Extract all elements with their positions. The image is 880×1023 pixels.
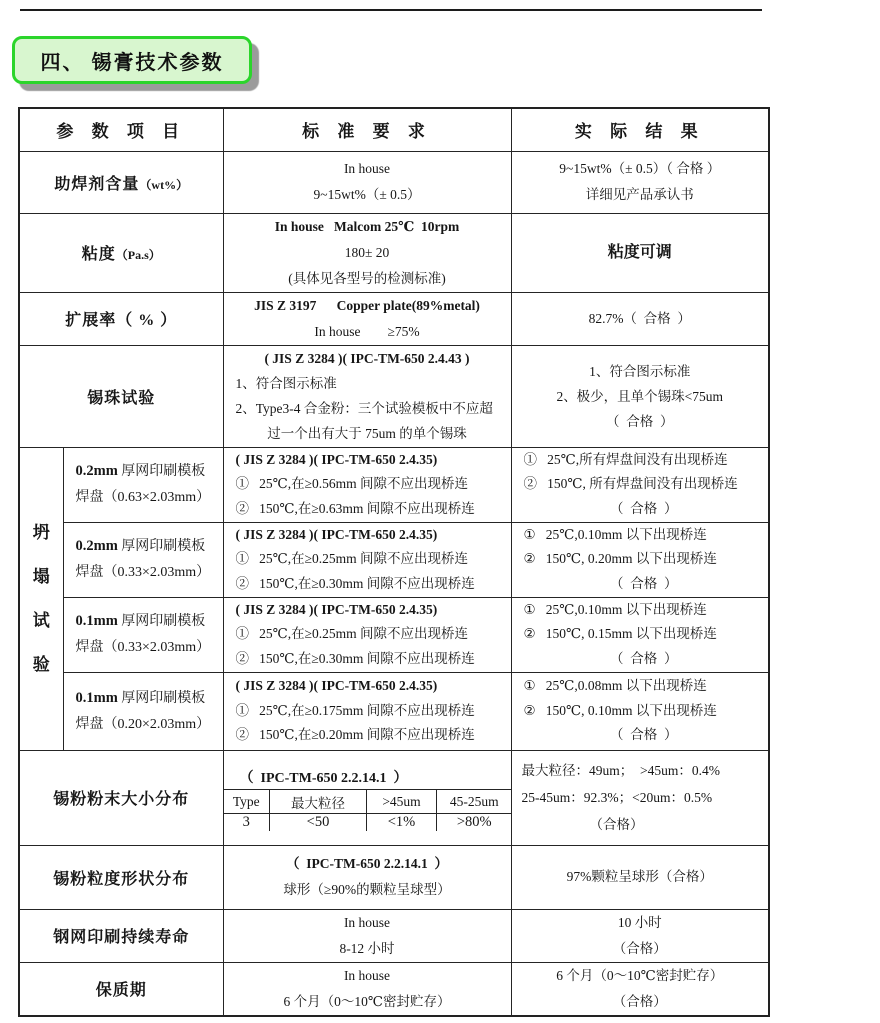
text-line: 球形（≥90%的颗粒呈球型） bbox=[283, 882, 451, 897]
text-line: 最大粒径：49um； >45um：0.4% bbox=[521, 763, 720, 778]
inner-standard-ref: （ IPC-TM-650 2.2.14.1 ） bbox=[224, 764, 512, 790]
cell-powder-size-result bbox=[511, 750, 769, 845]
text-line: （ 合格 ） bbox=[610, 500, 678, 516]
text-line: JIS Z 3197 Copper plate(89%metal) bbox=[254, 297, 480, 313]
vertical-char: 试 bbox=[32, 611, 50, 630]
viscosity-param-label: 粘度 bbox=[81, 246, 116, 263]
col-header-result: 实 际 结 果 bbox=[511, 108, 769, 151]
text-line: 厚网印刷模板 bbox=[117, 614, 206, 629]
text-line: In house Malcom 25℃ 10rpm bbox=[274, 218, 460, 234]
text-line: 180± 20 bbox=[344, 244, 390, 260]
text-line: （ 合格 ） bbox=[610, 727, 678, 743]
cell-slump-2-template bbox=[63, 522, 223, 597]
inner-val-gt45: <1% bbox=[367, 814, 437, 832]
cell-spread-result bbox=[511, 292, 769, 345]
text-line: （ IPC-TM-650 2.2.14.1 ） bbox=[286, 856, 448, 871]
table-header-row bbox=[19, 108, 769, 151]
row-shelf-life bbox=[19, 962, 769, 1016]
text-line: ( JIS Z 3284 )( IPC-TM-650 2.4.35) bbox=[235, 451, 438, 467]
text-line: ② 150℃, 0.20mm 以下出现桥连 bbox=[523, 551, 717, 567]
text-line: ① 25℃,0.08mm 以下出现桥连 bbox=[523, 678, 707, 694]
text-line: In house ≥75% bbox=[314, 323, 420, 339]
inner-val-max-size: <50 bbox=[270, 814, 367, 832]
text-line: 82.7%（ 合格 ） bbox=[588, 310, 691, 326]
text-line: 0.2mm bbox=[75, 463, 118, 479]
text-line: 0.1mm bbox=[75, 689, 118, 706]
text-line: ② 150℃, 0.10mm 以下出现桥连 bbox=[523, 702, 717, 718]
row-slump-test-4 bbox=[19, 672, 769, 750]
cell-slump-3-template bbox=[63, 597, 223, 672]
row-solder-ball-test bbox=[19, 345, 769, 447]
inner-val-type: 3 bbox=[224, 814, 270, 832]
cell-slump-vertical-label bbox=[19, 447, 63, 750]
text-line: 厚网印刷模板 bbox=[117, 464, 206, 479]
cell-shelf-life-param: 保质期 bbox=[19, 962, 223, 1016]
text-line: ① 25℃,在≥0.56mm 间隙不应出现桥连 bbox=[235, 476, 469, 492]
text-line: ① 25℃,在≥0.25mm 间隙不应出现桥连 bbox=[235, 551, 469, 567]
text-line: （合格） bbox=[612, 940, 667, 956]
cell-viscosity-result bbox=[511, 213, 769, 292]
text-line: ② 150℃, 所有焊盘间没有出现桥连 bbox=[523, 476, 738, 492]
text-line: 1、符合图示标准 bbox=[235, 376, 337, 391]
text-line: （ 合格 ） bbox=[606, 413, 674, 429]
flux-param-label: 助焊剂含量 bbox=[54, 175, 140, 193]
text-line: 9~15wt%（± 0.5） bbox=[313, 187, 421, 202]
text-line: 6 个月（0～10℃密封贮存） bbox=[556, 967, 724, 983]
cell-stencil-life-standard bbox=[223, 909, 511, 962]
text-line: ② 150℃,在≥0.63mm 间隙不应出现桥连 bbox=[235, 500, 475, 516]
text-line: ② 150℃,在≥0.30mm 间隙不应出现桥连 bbox=[235, 650, 475, 666]
inner-col-type: Type bbox=[224, 790, 270, 814]
text-line: 焊盘（0.33×2.03mm） bbox=[75, 565, 211, 580]
text-line: 焊盘（0.63×2.03mm） bbox=[75, 490, 211, 505]
cell-slump-3-result bbox=[511, 597, 769, 672]
text-line: In house bbox=[343, 967, 391, 983]
cell-flux-param bbox=[19, 151, 223, 213]
text-line: ① 25℃,所有焊盘间没有出现桥连 bbox=[523, 451, 728, 467]
text-line: ① 25℃,在≥0.25mm 间隙不应出现桥连 bbox=[235, 626, 469, 642]
cell-slump-1-standard bbox=[223, 447, 511, 522]
cell-flux-result bbox=[511, 151, 769, 213]
cell-slump-4-template bbox=[63, 672, 223, 750]
cell-slump-4-result bbox=[511, 672, 769, 750]
row-slump-test-1 bbox=[19, 447, 769, 522]
cell-slump-3-standard bbox=[223, 597, 511, 672]
text-line: ( JIS Z 3284 )( IPC-TM-650 2.4.35) bbox=[235, 678, 438, 694]
row-slump-test-3 bbox=[19, 597, 769, 672]
text-line: 过一个出有大于 75um 的单个锡珠 bbox=[267, 426, 467, 441]
text-line: 厚网印刷模板 bbox=[117, 539, 206, 554]
text-line: ① 25℃,在≥0.175mm 间隙不应出现桥连 bbox=[235, 702, 475, 718]
row-slump-test-2 bbox=[19, 522, 769, 597]
cell-spread-standard bbox=[223, 292, 511, 345]
text-line: 1、符合图示标准 bbox=[589, 363, 691, 379]
text-line: ( JIS Z 3284 )( IPC-TM-650 2.4.43 ) bbox=[264, 351, 470, 366]
text-line: 6 个月（0～10℃密封贮存） bbox=[283, 993, 451, 1009]
row-stencil-life bbox=[19, 909, 769, 962]
text-line: 9~15wt%（± 0.5）（ 合格 ） bbox=[559, 161, 721, 176]
cell-viscosity-param bbox=[19, 213, 223, 292]
inner-title-row bbox=[224, 764, 512, 790]
text-line: ① 25℃,0.10mm 以下出现桥连 bbox=[523, 601, 707, 617]
viscosity-param-unit: （Pa.s） bbox=[115, 248, 161, 262]
cell-slump-4-standard bbox=[223, 672, 511, 750]
text-line: （合格） bbox=[589, 817, 644, 832]
inner-col-max-size: 最大粒径 bbox=[270, 790, 367, 814]
inner-header-row bbox=[224, 790, 512, 814]
text-line: In house bbox=[343, 914, 391, 930]
text-line: ( JIS Z 3284 )( IPC-TM-650 2.4.35) bbox=[235, 526, 438, 542]
text-line: 焊盘（0.33×2.03mm） bbox=[75, 640, 211, 655]
cell-solder-ball-param: 锡珠试验 bbox=[19, 345, 223, 447]
vertical-char: 验 bbox=[32, 655, 50, 674]
inner-val-45-25: >80% bbox=[437, 814, 512, 832]
text-line: 详细见产品承认书 bbox=[585, 187, 694, 202]
text-line: (具体见各型号的检测标准) bbox=[288, 270, 446, 286]
col-header-standard: 标 准 要 求 bbox=[223, 108, 511, 151]
flux-param-unit: （wt%） bbox=[139, 177, 189, 192]
cell-shelf-life-standard bbox=[223, 962, 511, 1016]
row-spread-rate bbox=[19, 292, 769, 345]
cell-shelf-life-result bbox=[511, 962, 769, 1016]
cell-powder-size-standard bbox=[223, 750, 511, 845]
text-line: 97%颗粒呈球形（合格） bbox=[566, 869, 713, 884]
text-line: （合格） bbox=[612, 993, 667, 1009]
row-flux-content bbox=[19, 151, 769, 213]
cell-slump-1-result bbox=[511, 447, 769, 522]
text-line: 8-12 小时 bbox=[339, 940, 395, 956]
cell-solder-ball-result bbox=[511, 345, 769, 447]
row-powder-shape bbox=[19, 845, 769, 909]
inner-value-row bbox=[224, 814, 512, 832]
cell-viscosity-standard bbox=[223, 213, 511, 292]
spec-table bbox=[18, 107, 770, 1017]
powder-size-inner-table bbox=[224, 764, 512, 832]
cell-spread-param: 扩展率（ % ） bbox=[19, 292, 223, 345]
text-line: 10 小时 bbox=[617, 914, 662, 930]
text-line: ② 150℃,在≥0.20mm 间隙不应出现桥连 bbox=[235, 727, 475, 743]
text-line: ① 25℃,0.10mm 以下出现桥连 bbox=[523, 526, 707, 542]
cell-solder-ball-standard bbox=[223, 345, 511, 447]
cell-powder-size-param: 锡粉粉末大小分布 bbox=[19, 750, 223, 845]
text-line: 粘度可调 bbox=[607, 243, 672, 261]
text-line: ② 150℃, 0.15mm 以下出现桥连 bbox=[523, 626, 717, 642]
text-line: 0.2mm bbox=[75, 538, 118, 554]
cell-powder-shape-result bbox=[511, 845, 769, 909]
vertical-char: 坍 bbox=[32, 523, 50, 542]
text-line: 2、Type3-4 合金粉：三个试验模板中不应超 bbox=[235, 401, 493, 416]
text-line: In house bbox=[343, 161, 391, 176]
cell-flux-standard bbox=[223, 151, 511, 213]
text-line: 25-45um：92.3%；<20um：0.5% bbox=[521, 790, 713, 805]
cell-slump-2-standard bbox=[223, 522, 511, 597]
text-line: 焊盘（0.20×2.03mm） bbox=[75, 716, 211, 732]
text-line: 0.1mm bbox=[75, 613, 118, 629]
cell-stencil-life-result bbox=[511, 909, 769, 962]
row-viscosity bbox=[19, 213, 769, 292]
inner-col-45-25: 45-25um bbox=[437, 790, 512, 814]
slump-test-vertical-label bbox=[20, 524, 63, 673]
text-line: 2、极少，且单个锡珠<75um bbox=[556, 388, 724, 404]
text-line: （ 合格 ） bbox=[610, 575, 678, 591]
cell-powder-shape-param: 锡粉粒度形状分布 bbox=[19, 845, 223, 909]
cell-slump-1-template bbox=[63, 447, 223, 522]
section-title: 四、 锡膏技术参数 bbox=[40, 51, 224, 74]
cell-stencil-life-param: 钢网印刷持续寿命 bbox=[19, 909, 223, 962]
section-title-box bbox=[12, 36, 252, 84]
col-header-param: 参 数 项 目 bbox=[19, 108, 223, 151]
inner-col-gt45: >45um bbox=[367, 790, 437, 814]
text-line: ② 150℃,在≥0.30mm 间隙不应出现桥连 bbox=[235, 575, 475, 591]
cell-powder-shape-standard bbox=[223, 845, 511, 909]
text-line: ( JIS Z 3284 )( IPC-TM-650 2.4.35) bbox=[235, 601, 438, 617]
vertical-char: 塌 bbox=[32, 567, 50, 586]
page-top-rule bbox=[20, 9, 762, 11]
row-powder-size bbox=[19, 750, 769, 845]
cell-slump-2-result bbox=[511, 522, 769, 597]
text-line: （ 合格 ） bbox=[610, 650, 678, 666]
text-line: 厚网印刷模板 bbox=[117, 690, 206, 706]
